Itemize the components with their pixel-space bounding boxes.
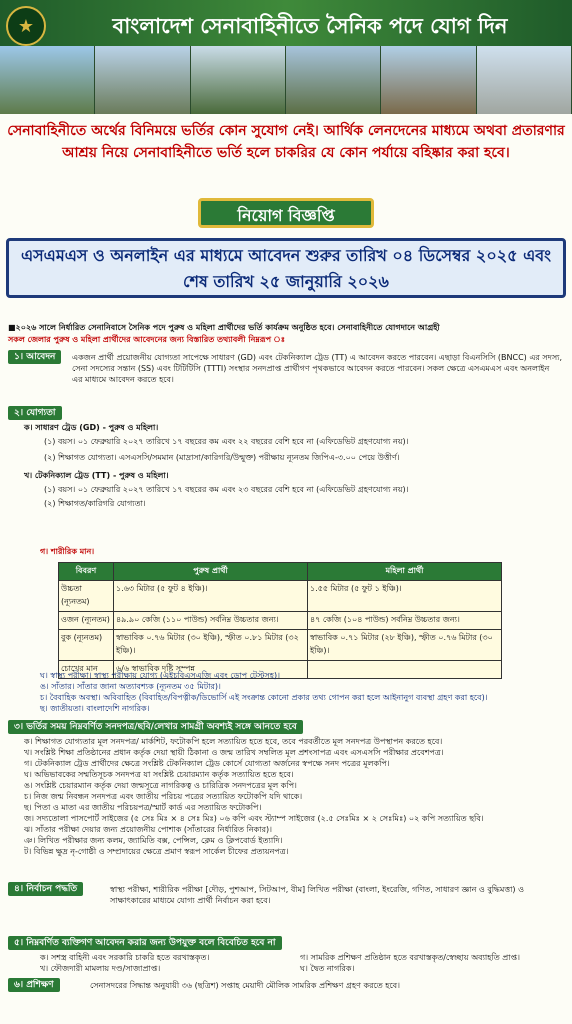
table-cell: উচ্চতা (ন্যূনতম) (59, 581, 114, 612)
list-item: ঝ। সাঁতার পরীক্ষা দেয়ার জন্য প্রয়োজনীয় পোশাক (সাঁতারের নির্ধারিত নিকার)। (24, 825, 272, 834)
health-test: ঘ। স্বাস্থ্য পরীক্ষা। স্বাস্থ্য পরীক্ষায় যোগ্য (এইচবিএসএজি এবং ডোপ টেস্টসহ)। (40, 671, 280, 680)
table-cell: ১.৬৩ মিটার (৫ ফুট ৪ ইঞ্চি)। (113, 581, 307, 612)
photo-parade (286, 46, 381, 114)
list-item: ট। বিভিন্ন ক্ষুদ্র নৃ-গোষ্ঠী ও সম্প্রদায়ের ক্ষেত্রে প্রমাণ স্বরূপ সার্কেল চীফের প্রত্যয়নপত্র। (24, 847, 289, 856)
header-photo-strip (0, 46, 572, 114)
section-1-text: একজন প্রার্থী প্রয়োজনীয় যোগ্যতা সাপেক্ষে সাধারণ (GD) এবং টেকনিক্যাল ট্রেড (TT) এ আবেদন করতে পারবেন। এছাড়া বিএনসিসি (BNCC) এর সদস্য, সেনা সদস্যের সন্তান (SS) এবং টিটিটিসি (TTTI) সংস্থার সনদপ্রাপ্ত প্রার্থীগণ পৃথকভাবে আবেদন করতে পারবেন। সকল ক্ষেত্রে এসএমএস এবং অনলাইন এর মাধ্যমে আবেদন করতে হবে। (72, 353, 562, 384)
disqualify-b: খ। ফৌজদারী মামলায় দণ্ড/সাজাপ্রাপ্ত। (40, 964, 161, 973)
table-cell: চোখের মান (59, 661, 114, 679)
document-list (24, 736, 564, 874)
section-4-heading: ৪। নির্বাচন পদ্ধতি (8, 882, 83, 896)
table-cell: ১.৫৫ মিটার (৫ ফুট ১ ইঞ্চি)। (307, 581, 501, 612)
section-4-text: স্বাস্থ্য পরীক্ষা, শারীরিক পরীক্ষা [দৌড়, পুশআপ, সিটআপ, বীম] লিখিত পরীক্ষা (বাংলা, ইংরেজি, গণিত, সাধারণ জ্ঞান ও বুদ্ধিমত্তা) ও সাক্ষাৎকারের মাধ্যমে যোগ্য প্রার্থী নির্বাচন করা হবে। (110, 885, 524, 905)
gd-education: (২) শিক্ষাগত যোগ্যতা। এসএসসি/সমমান (মাদ্রাসা/কারিগরি/উন্মুক্ত) পরীক্ষায় ন্যূনতম জিপিএ-৩.০০ পেয়ে উত্তীর্ণ। (44, 453, 400, 462)
table-row (59, 630, 502, 661)
section-5-heading: ৫। নিম্নবর্ণিত ব্যক্তিগণ আবেদন করার জন্য উপযুক্ত বলে বিবেচিত হবে না (8, 936, 282, 950)
warning-text: সেনাবাহিনীতে অর্থের বিনিময়ে ভর্তির কোন সুযোগ নেই। আর্থিক লেনদেনের মাধ্যমে অথবা প্রতারণার আশ্রয় নিয়ে সেনাবাহিনীতে ভর্তি হলে চাকরির যে কোন পর্যায়ে বহিষ্কার করা হবে। (7, 123, 565, 161)
table-cell: স্বাভাবিক ০.৭৬ মিটার (৩০ ইঞ্চি), স্ফীত ০.৮১ মিটার (৩২ ইঞ্চি)। (113, 630, 307, 661)
section-3-heading: ৩। ভর্তির সময় নিম্নবর্ণিত সনদপত্র/ছবি/লেখার সামগ্রী অবশ্যই সঙ্গে আনতে হবে (8, 720, 303, 734)
header-title: বাংলাদেশ সেনাবাহিনীতে সৈনিক পদে যোগ দিন (112, 14, 508, 38)
gd-age: (১) বয়স। ০১ ফেব্রুয়ারি ২০২৭ তারিখে ১৭ বছরের কম এবং ২২ বছরের বেশি হবে না (এফিডেভিট গ্রহণযোগ্য নয়)। (44, 437, 409, 446)
table-header-row (59, 563, 502, 581)
army-emblem-icon: ★ (6, 6, 46, 46)
list-item: ছ। পিতা ও মাতা এর জাতীয় পরিচয়পত্র/স্মার্ট কার্ড এর সত্যায়িত ফটোকপি। (24, 803, 262, 812)
table-header: পুরুষ প্রার্থী (113, 563, 307, 581)
table-cell: ৬/৬ স্বাভাবিক দৃষ্টি সম্পন্ন (113, 661, 307, 679)
table-cell: ৪৭ কেজি (১০৪ পাউন্ড) সর্বনিম্ন উচ্চতার জন্য। (307, 612, 501, 630)
swimming: ঙ। সাঁতার। সাঁতার জানা অত্যাবশ্যক (ন্যূনতম ৩৫ মিটার)। (40, 682, 221, 691)
table-row (59, 612, 502, 630)
section-6-heading: ৬। প্রশিক্ষণ (8, 978, 60, 992)
table-header: বিবরণ (59, 563, 114, 581)
list-item: জ। সদ্যতোলা পাসপোর্ট সাইজের (৫ সেঃ মিঃ × ৪ সেঃ মিঃ) ০৬ কপি এবং স্ট্যাম্প সাইজের (২.৫ সেঃমিঃ × ২ সেঃমিঃ) ০২ কপি সত্যায়িত ছবি। (24, 814, 484, 823)
marital-status: চ। বৈবাহিক অবস্থা। অবিবাহিত (বিবাহিত/বিপত্নীক/ডিভোর্সি এই সংক্রান্ত কোনো প্রকার তথ্য গোপন করা হলে আইনানুগ ব্যবস্থা গ্রহণ করা হবে)। (40, 693, 488, 702)
list-item: গ। টেকনিক্যাল ট্রেড প্রার্থীদের ক্ষেত্রে সংশ্লিষ্ট টেকনিক্যাল ট্রেড কোর্সে যোগ্যতা অর্জনের স্বপক্ষে সনদ পত্রের মূলকপি। (24, 759, 390, 768)
list-item: খ। সংশ্লিষ্ট শিক্ষা প্রতিষ্ঠানের প্রধান কর্তৃক দেয়া স্থায়ী ঠিকানা ও জন্ম তারিখ সম্বলিত মূল প্রশংসাপত্র এবং এসএসসি পরীক্ষার প্রবেশপত্র। (24, 748, 444, 757)
list-item: ঙ। সংশ্লিষ্ট চেয়ারম্যান কর্তৃক দেয়া জন্মসূত্রে নাগরিকত্ব ও চারিত্রিক সনদপত্রের মূল কপি। (24, 781, 297, 790)
table-row (59, 581, 502, 612)
intro-text-2: সকল জেলার পুরুষ ও মহিলা প্রার্থীদের আবেদনের জন্য বিস্তারিত তথ্যাবলী নিম্নরূপ ঃ (8, 335, 286, 344)
physical-heading: গ। শারীরিক মান। (40, 547, 95, 556)
tt-education: (২) শিক্ষাগত/কারিগরি যোগ্যতা। (44, 499, 146, 508)
section-1-heading: ১। আবেদন (8, 350, 61, 364)
section-6-text: সেনাসদরের সিদ্ধান্ত অনুযায়ী ৩৬ (ছত্রিশ) সপ্তাহ মেয়াদী মৌলিক সামরিক প্রশিক্ষণ গ্রহণ করতে হবে। (90, 981, 400, 990)
section-2-heading: ২। যোগ্যতা (8, 406, 62, 420)
gd-heading: ক। সাধারণ ট্রেড (GD) - পুরুষ ও মহিলা। (24, 423, 159, 432)
list-item: ক। শিক্ষাগত যোগ্যতার মূল সনদপত্র/ মার্কশিট, ফটোকপি হলে সত্যায়িত হতে হবে, তবে পরবর্তীতে মূল সনদপত্র উপস্থাপন করতে হবে। (24, 737, 443, 746)
photo-flags (381, 46, 476, 114)
disqualify-d: ঘ। দ্বৈত নাগরিক। (300, 964, 355, 973)
list-item: ঘ। অভিভাবকের সম্মতিসূচক সনদপত্র যা সংশ্লিষ্ট চেয়ারম্যান কর্তৃক সত্যায়িত হতে হবে। (24, 770, 294, 779)
table-cell (307, 661, 501, 679)
table-cell: বুক (ন্যূনতম) (59, 630, 114, 661)
table-cell: ওজন (ন্যূনতম) (59, 612, 114, 630)
sms-banner: এসএমএস ও অনলাইন এর মাধ্যমে আবেদন শুরুর তারিখ ০৪ ডিসেম্বর ২০২৫ এবং শেষ তারিখ ২৫ জানুয়ারি ২০২৬ (6, 238, 566, 298)
notice-title: নিয়োগ বিজ্ঞপ্তি (198, 198, 374, 228)
photo-helicopter (95, 46, 190, 114)
list-item: চ। নিজ জন্ম নিবন্ধন সনদপত্র এবং জাতীয় পরিচয় পত্রের সত্যায়িত ফটোকপি যদি থাকে। (24, 792, 303, 801)
table-cell: স্বাভাবিক ০.৭১ মিটার (২৮ ইঞ্চি), স্ফীত ০.৭৬ মিটার (৩০ ইঞ্চি)। (307, 630, 501, 661)
nationality: ছ। জাতীয়তা। বাংলাদেশি নাগরিক। (40, 704, 150, 713)
tt-age: (১) বয়স। ০১ ফেব্রুয়ারি ২০২৭ তারিখে ১৭ বছরের কম এবং ২৩ বছরের বেশি হবে না (এফিডেভিট গ্রহণযোগ্য নয়)। (44, 485, 409, 494)
list-item: ঞ। লিখিত পরীক্ষার জন্য কলম, জ্যামিতি বক্স, পেন্সিল, ক্লেম ও ক্লিপবোর্ড ইত্যাদি। (24, 836, 283, 845)
intro-text: ■২০২৬ সালে নির্ধারিত সেনানিবাসে সৈনিক পদে পুরুষ ও মহিলা প্রার্থীদের ভর্তি কার্যক্রম অনুষ্ঠিত হবে। সেনাবাহিনীতে যোগদানে আগ্রহী (8, 323, 440, 332)
photo-un-vehicle (477, 46, 572, 114)
table-header: মহিলা প্রার্থী (307, 563, 501, 581)
physical-standards-table (58, 562, 502, 679)
photo-tank (0, 46, 95, 114)
disqualify-c: গ। সামরিক প্রশিক্ষণ প্রতিষ্ঠান হতে বরখাস্তকৃত/স্বেচ্ছায় অব্যাহতি প্রাপ্ত। (300, 953, 520, 962)
disqualify-a: ক। সশস্ত্র বাহিনী এবং সরকারি চাকরি হতে বরখাস্তকৃত। (40, 953, 210, 962)
photo-soldiers (191, 46, 286, 114)
table-cell: ৪৯.৯০ কেজি (১১০ পাউন্ড) সর্বনিম্ন উচ্চতার জন্য। (113, 612, 307, 630)
tt-heading: খ। টেকনিক্যাল ট্রেড (TT) - পুরুষ ও মহিলা। (24, 471, 169, 480)
